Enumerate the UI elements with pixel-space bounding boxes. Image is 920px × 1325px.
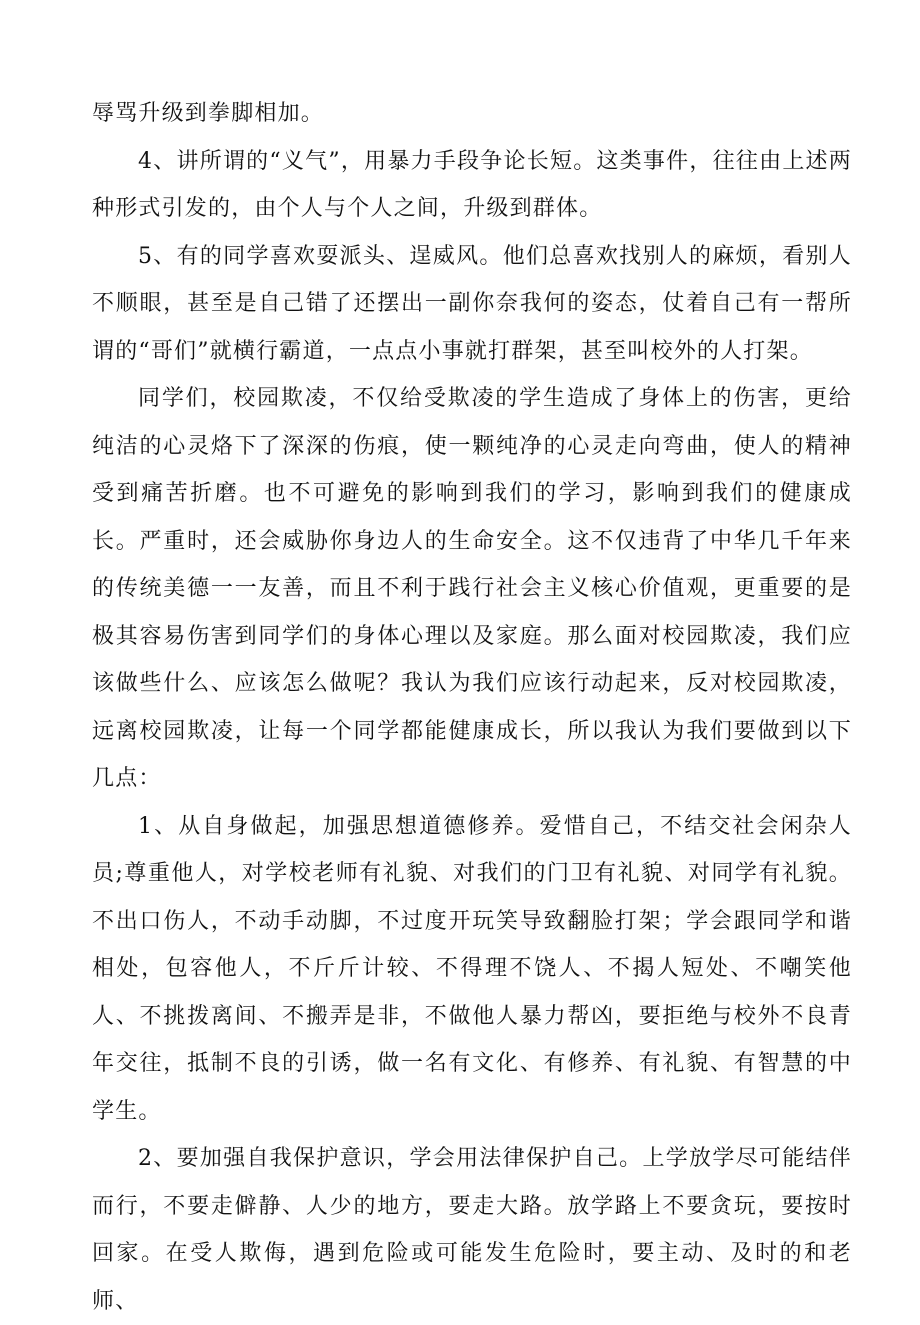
- paragraph-continuation: 辱骂升级到拳脚相加。: [92, 101, 325, 126]
- paragraph-point-2: 2、要加强自我保护意识，学会用法律保护自己。上学放学尽可能结伴而行，不要走僻静、人少的地方，要走大路。放学路上不要贪玩，要按时回家。在受人欺侮，遇到危险或可能发生危险时，要主动、及时的和老师、: [92, 1146, 852, 1314]
- document-body: [92, 90, 852, 1325]
- paragraph-address-students: 同学们，校园欺凌，不仅给受欺凌的学生造成了身体上的伤害，更给纯洁的心灵烙下了深深的伤痕，使一颗纯净的心灵走向弯曲，使人的精神受到痛苦折磨。也不可避免的影响到我们的学习，影响到我们的健康成长。严重时，还会威胁你身边人的生命安全。这不仅违背了中华几千年来的传统美德一一友善，而且不利于践行社会主义核心价值观，更重要的是极其容易伤害到同学们的身体心理以及家庭。那么面对校园欺凌，我们应该做些什么、应该怎么做呢？我认为我们应该行动起来，反对校园欺凌，远离校园欺凌，让每一个同学都能健康成长，所以我认为我们要做到以下几点：: [92, 386, 852, 791]
- paragraph-item-5: 5、有的同学喜欢耍派头、逞威风。他们总喜欢找别人的麻烦，看别人不顺眼，甚至是自己错了还摆出一副你奈我何的姿态，仗着自己有一帮所谓的“哥们”就横行霸道，一点点小事就打群架，甚至叫校外的人打架。: [92, 243, 852, 364]
- paragraph-point-1: 1、从自身做起，加强思想道德修养。爱惜自己，不结交社会闲杂人员;尊重他人，对学校老师有礼貌、对我们的门卫有礼貌、对同学有礼貌。不出口伤人，不动手动脚，不过度开玩笑导致翻脸打架；学会跟同学和谐相处，包容他人，不斤斤计较、不得理不饶人、不揭人短处、不嘲笑他人、不挑拨离间、不搬弄是非，不做他人暴力帮凶，要拒绝与校外不良青年交往，抵制不良的引诱，做一名有文化、有修养、有礼貌、有智慧的中学生。: [92, 813, 852, 1124]
- paragraph-item-4: 4、讲所谓的“义气”，用暴力手段争论长短。这类事件，往往由上述两种形式引发的，由个人与个人之间，升级到群体。: [92, 148, 852, 221]
